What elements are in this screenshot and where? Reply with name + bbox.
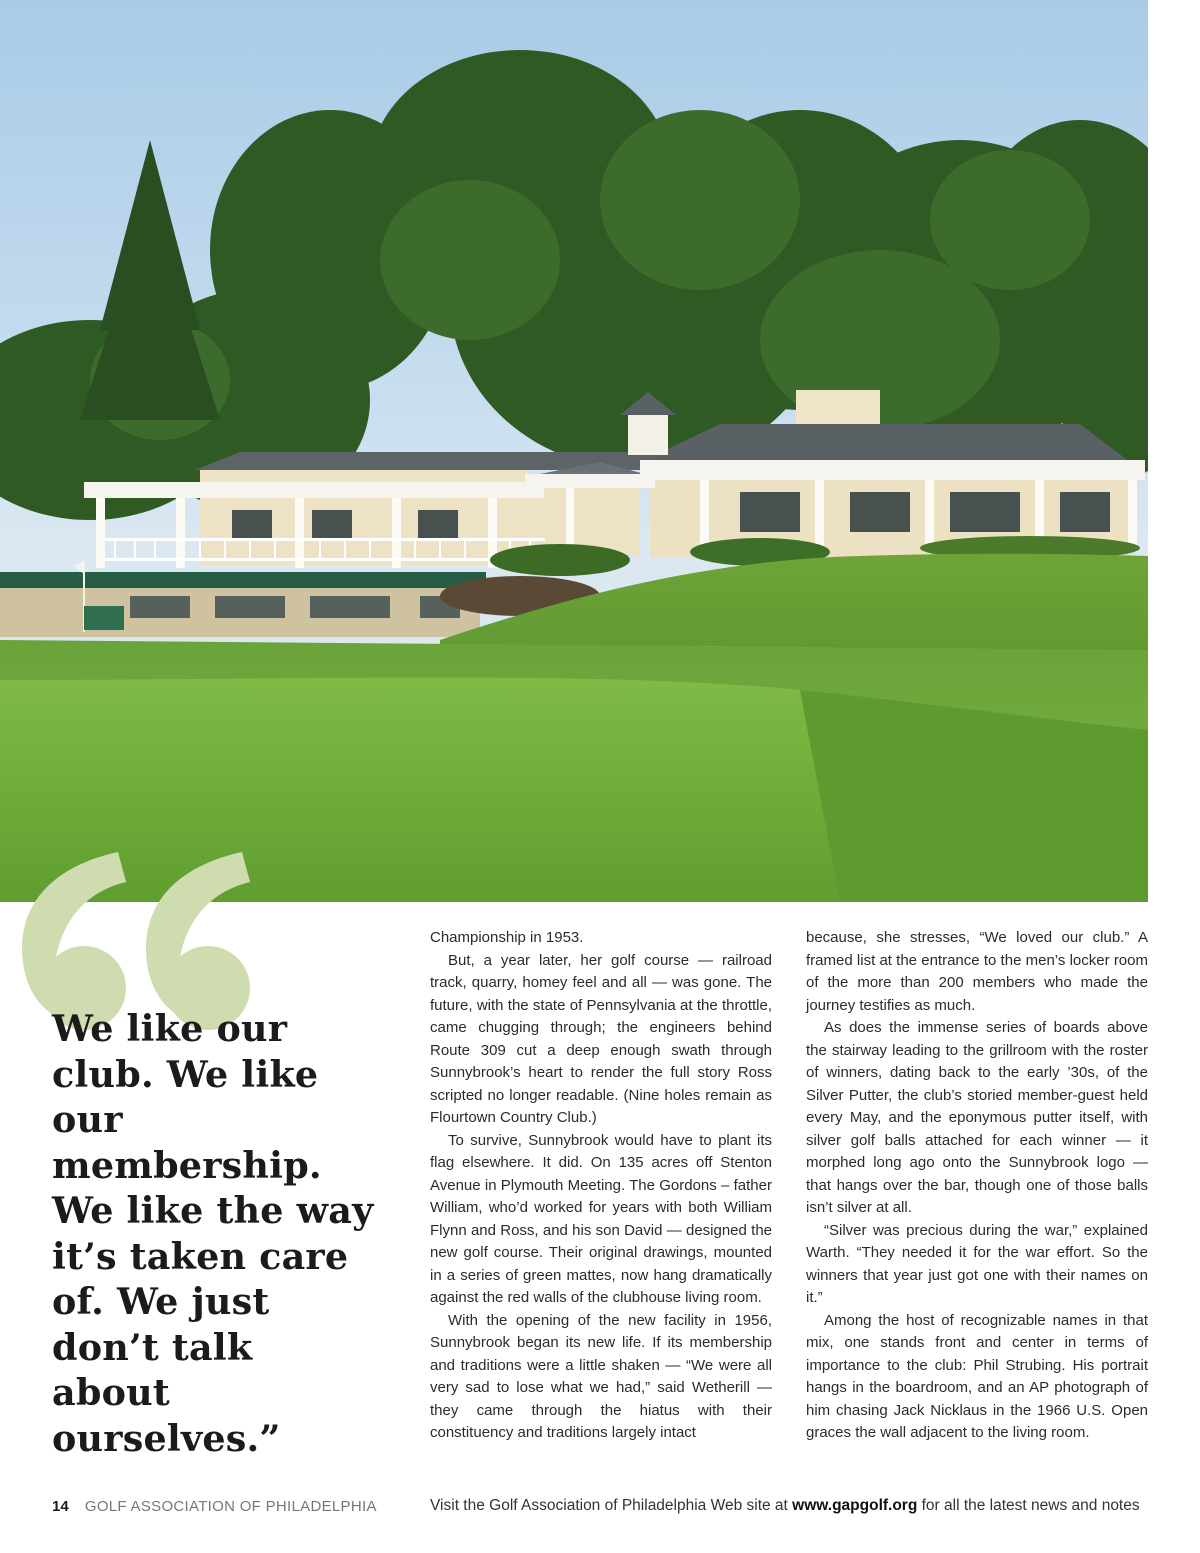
publication-name: GOLF ASSOCIATION OF PHILADELPHIA [84,1498,377,1515]
page-footer-left [52,1498,377,1515]
paragraph: because, she stresses, “We loved our club.” A framed list at the entrance to the men’s locker room of the more than 200 members who made the journey testifies as much. [806,929,1148,1014]
promo-text-after: for all the latest news and notes [917,1497,1140,1514]
paragraph: But, a year later, her golf course — railroad track, quarry, homey feel and all — was gone. The future, with the state of Pennsylvania at the throttle, came chugging through; the engineers behind Route 309 cut a deep enough swath through Sunnybrook’s heart to render the full story Ross scripted no longer readable. (Nine holes remain as Flourtown Country Club.) [430,951,772,1126]
paragraph: Among the host of recognizable names in that mix, one stands front and center in terms of importance to the club: Phil Strubing. His portrait hangs in the boardroom, and an AP photograph of him chasing Jack Nicklaus in the 1966 U.S. Open graces the wall adjacent to the living room. [806,1311,1148,1441]
promo-text-before: Visit the Golf Association of Philadelphia Web site at [430,1497,793,1514]
paragraph: As does the immense series of boards above the stairway leading to the grillroom with the roster of winners, dating back to the early ’30s, of the Silver Putter, the club’s storied member-guest held every May, and the eponymous putter itself, with silver golf balls attached for each winner — it morphed long ago onto the Sunnybrook logo — that hangs over the bar, though one of those balls isn’t silver at all. [806,1019,1148,1216]
article-column-2 [806,927,1148,1445]
article-column-1 [430,927,772,1445]
paragraph: To survive, Sunnybrook would have to plant its flag elsewhere. It did. On 135 acres off Stenton Avenue in Plymouth Meeting. The Gordons – father William, who’d worked for years with both William Flynn and Ross, and his son David — designed the new golf course. Their original drawings, mounted in a series of green mattes, now hang dramatically against the red walls of the clubhouse living room. [430,1131,772,1306]
paragraph: “Silver was precious during the war,” explained Warth. “They needed it for the war effort. So the winners that year just got one with their names on it.” [806,1221,1148,1306]
page-number: 14 [52,1498,69,1515]
website-link[interactable]: www.gapgolf.org [792,1497,918,1514]
pull-quote: We like our club. We like our membership. We like the way it’s taken care of. We just don’t talk about ourselves.” [52,1007,374,1460]
page-footer-promo [430,1497,1140,1515]
quote-mark-icon [14,832,264,1032]
quote-mark-glyph [22,852,250,1030]
paragraph: With the opening of the new facility in 1956, Sunnybrook began its new life. If its membership and traditions were a little shaken — “We were all very sad to lose what we had,” said Wetherill — they came through the hiatus with their constituency and traditions largely intact [430,1311,772,1441]
paragraph: Championship in 1953. [430,929,584,946]
